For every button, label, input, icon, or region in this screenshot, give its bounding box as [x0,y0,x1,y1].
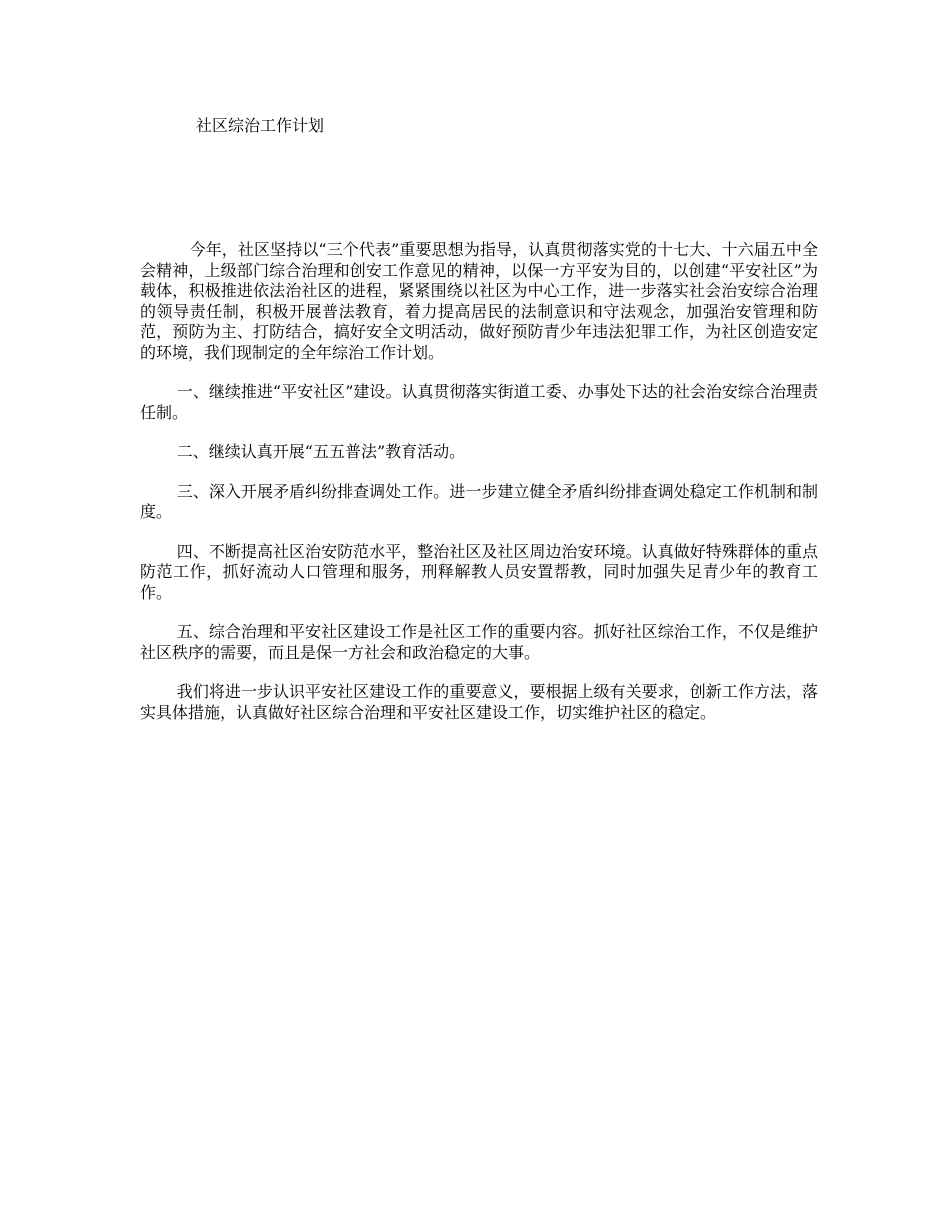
paragraph-item-4: 四、不断提高社区治安防范水平，整治社区及社区周边治安环境。认真做好特殊群体的重点防范工作，抓好流动人口管理和服务，刑释解教人员安置帮教，同时加强失足青少年的教育工作。 [140,541,818,602]
paragraph-intro: 今年，社区坚持以“三个代表”重要思想为指导，认真贯彻落实党的十七大、十六届五中全会精神，上级部门综合治理和创安工作意见的精神，以保一方平安为目的，以创建“平安社区”为载体，积极推进依法治社区的进程，紧紧围绕以社区为中心工作，进一步落实社会治安综合治理的领导责任制，积极开展普法教育，着力提高居民的法制意识和守法观念，加强治安管理和防范，预防为主、打防结合，搞好安全文明活动，做好预防青少年违法犯罪工作，为社区创造安定的环境，我们现制定的全年综治工作计划。 [140,240,818,362]
document-body [140,240,818,742]
paragraph-item-3: 三、深入开展矛盾纠纷排查调处工作。进一步建立健全矛盾纠纷排查调处稳定工作机制和制度。 [140,481,818,521]
document-title: 社区综治工作计划 [196,116,325,135]
paragraph-conclusion: 我们将进一步认识平安社区建设工作的重要意义，要根据上级有关要求，创新工作方法，落实具体措施，认真做好社区综合治理和平安社区建设工作，切实维护社区的稳定。 [140,682,818,722]
paragraph-item-1: 一、继续推进“平安社区”建设。认真贯彻落实街道工委、办事处下达的社会治安综合治理责任制。 [140,382,818,422]
paragraph-item-2: 二、继续认真开展“五五普法”教育活动。 [176,442,466,461]
paragraph-item-5: 五、综合治理和平安社区建设工作是社区工作的重要内容。抓好社区综治工作，不仅是维护社区秩序的需要，而且是保一方社会和政治稳定的大事。 [140,622,818,662]
